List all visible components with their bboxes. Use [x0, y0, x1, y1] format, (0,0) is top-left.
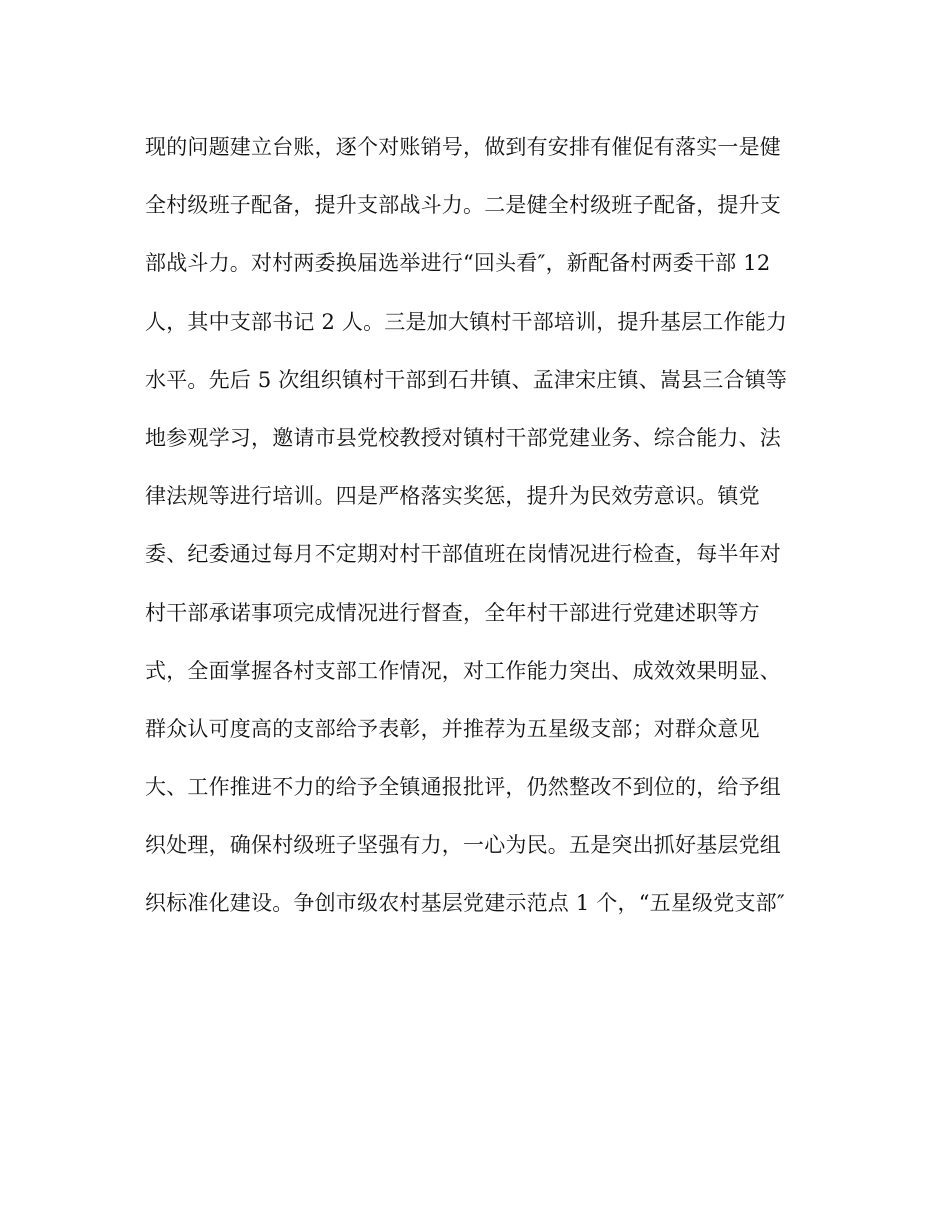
text-line: 现的问题建立台账，逐个对账销号，做到有安排有催促有落实一是健 [145, 135, 781, 159]
text-line: 织处理，确保村级班子坚强有力，一心为民。五是突出抓好基层党组 [145, 833, 781, 858]
text-line: 村干部承诺事项完成情况进行督查，全年村干部进行党建述职等方 [145, 600, 760, 625]
text-line: 地参观学习，邀请市县党校教授对镇村干部党建业务、综合能力、法 [145, 425, 781, 450]
text-line: 式，全面掌握各村支部工作情况，对工作能力突出、成效效果明显、 [145, 658, 781, 683]
text-line: 全村级班子配备，提升支部战斗力。二是健全村级班子配备，提升支 [145, 193, 781, 218]
text-line: 群众认可度高的支部给予表彰，并推荐为五星级支部；对群众意见 [145, 716, 760, 741]
text-line: 水平。先后 5 次组织镇村干部到石井镇、孟津宋庄镇、嵩县三合镇等 [145, 367, 788, 392]
text-line: 大、工作推进不力的给予全镇通报批评，仍然整改不到位的，给予组 [145, 775, 781, 800]
text-line: 人，其中支部书记 2 人。三是加大镇村干部培训，提升基层工作能力 [145, 309, 788, 334]
text-line: 委、纪委通过每月不定期对村干部值班在岗情况进行检查，每半年对 [145, 542, 781, 567]
text-line: 律法规等进行培训。四是严格落实奖惩，提升为民效劳意识。镇党 [145, 484, 760, 509]
body-text [145, 118, 810, 933]
text-line: 部战斗力。对村两委换届选举进行“回头看″，新配备村两委干部 12 [145, 251, 771, 276]
text-line: 织标准化建设。争创市级农村基层党建示范点 1 个，“五星级党支部″ [145, 891, 785, 916]
